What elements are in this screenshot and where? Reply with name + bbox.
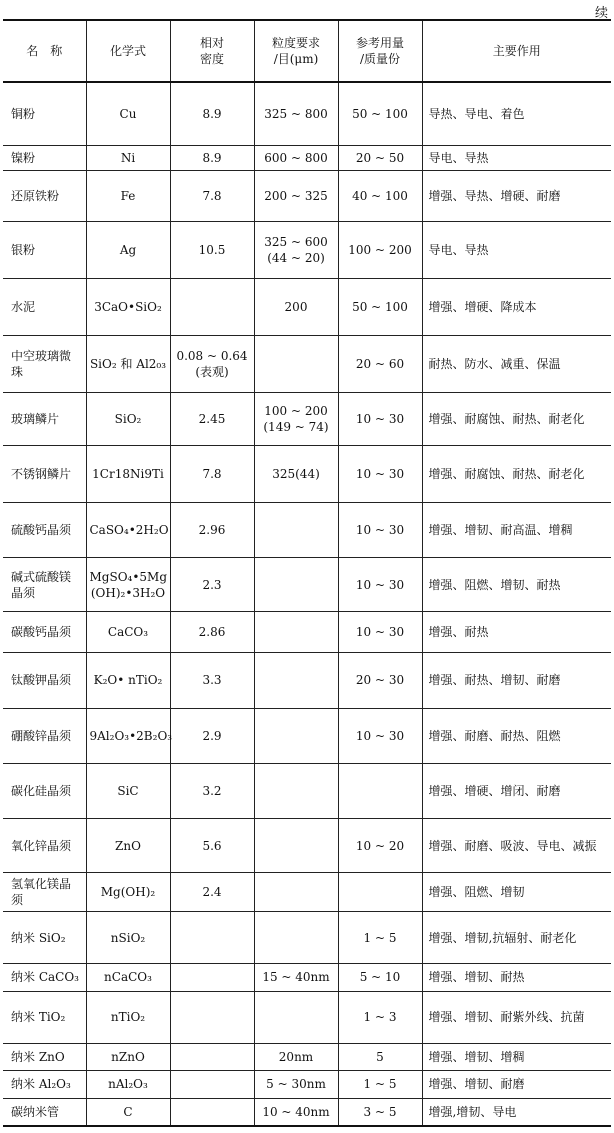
- cell-size: 325 ~ 600 (44 ~ 20): [254, 222, 338, 279]
- cell-size: [254, 991, 338, 1043]
- cell-formula: nZnO: [86, 1043, 170, 1071]
- cell-density: 2.3: [170, 557, 254, 611]
- filler-table: [3, 19, 611, 1127]
- table-row: [3, 991, 611, 1043]
- cell-dosage: 10 ~ 30: [338, 709, 422, 764]
- cell-function: 导电、导热: [422, 145, 611, 171]
- cell-function: 增强、导热、增硬、耐磨: [422, 171, 611, 222]
- table-row: [3, 502, 611, 557]
- cell-dosage: 10 ~ 20: [338, 819, 422, 873]
- cell-density: [170, 1071, 254, 1099]
- cell-size: [254, 912, 338, 964]
- cell-function: 增强、增韧、耐紫外线、抗菌: [422, 991, 611, 1043]
- cell-size: 20nm: [254, 1043, 338, 1071]
- continued-label: 续: [594, 6, 608, 21]
- cell-function: 增强、增韧、增稠: [422, 1043, 611, 1071]
- table-row: [3, 145, 611, 171]
- cell-size: [254, 612, 338, 653]
- table-row: [3, 819, 611, 873]
- cell-name: 中空玻璃微珠: [3, 335, 86, 392]
- table-row: [3, 964, 611, 992]
- cell-dosage: 3 ~ 5: [338, 1098, 422, 1126]
- cell-formula: Fe: [86, 171, 170, 222]
- table-row: [3, 652, 611, 708]
- table-row: [3, 1098, 611, 1126]
- cell-size: [254, 335, 338, 392]
- cell-density: 8.9: [170, 82, 254, 145]
- cell-name: 碱式硫酸镁晶须: [3, 557, 86, 611]
- table-row: [3, 279, 611, 335]
- cell-size: 200: [254, 279, 338, 335]
- cell-density: 3.2: [170, 764, 254, 819]
- cell-dosage: 1 ~ 3: [338, 991, 422, 1043]
- cell-density: [170, 964, 254, 992]
- cell-name: 硼酸锌晶须: [3, 709, 86, 764]
- cell-dosage: 10 ~ 30: [338, 392, 422, 445]
- cell-name: 碳酸钙晶须: [3, 612, 86, 653]
- cell-dosage: [338, 873, 422, 912]
- cell-formula: nAl₂O₃: [86, 1071, 170, 1099]
- cell-function: 增强、增硬、增闭、耐磨: [422, 764, 611, 819]
- cell-formula: CaCO₃: [86, 612, 170, 653]
- cell-name: 纳米 Al₂O₃: [3, 1071, 86, 1099]
- cell-formula: SiO₂ 和 Al2₀₃: [86, 335, 170, 392]
- cell-name: 还原铁粉: [3, 171, 86, 222]
- cell-density: 0.08 ~ 0.64 (表观): [170, 335, 254, 392]
- table-row: [3, 912, 611, 964]
- cell-name: 不锈钢鳞片: [3, 445, 86, 502]
- cell-name: 玻璃鳞片: [3, 392, 86, 445]
- cell-function: 增强、增韧、耐高温、增稠: [422, 502, 611, 557]
- cell-density: [170, 991, 254, 1043]
- cell-dosage: [338, 764, 422, 819]
- cell-density: 2.86: [170, 612, 254, 653]
- cell-formula: MgSO₄•5Mg (OH)₂•3H₂O: [86, 557, 170, 611]
- cell-dosage: 1 ~ 5: [338, 1071, 422, 1099]
- cell-name: 镍粉: [3, 145, 86, 171]
- table-row: [3, 709, 611, 764]
- cell-density: 5.6: [170, 819, 254, 873]
- table-row: [3, 222, 611, 279]
- cell-dosage: 10 ~ 30: [338, 557, 422, 611]
- cell-dosage: 10 ~ 30: [338, 612, 422, 653]
- header-dosage: 参考用量 /质量份: [338, 20, 422, 82]
- table-header-row: [3, 20, 611, 82]
- cell-formula: SiC: [86, 764, 170, 819]
- cell-function: 增强、增硬、降成本: [422, 279, 611, 335]
- cell-name: 氢氧化镁晶须: [3, 873, 86, 912]
- cell-function: 增强、耐腐蚀、耐热、耐老化: [422, 392, 611, 445]
- cell-density: 10.5: [170, 222, 254, 279]
- cell-dosage: 20 ~ 30: [338, 652, 422, 708]
- cell-function: 增强、耐磨、耐热、阻燃: [422, 709, 611, 764]
- cell-formula: nTiO₂: [86, 991, 170, 1043]
- cell-density: 2.4: [170, 873, 254, 912]
- cell-dosage: 10 ~ 30: [338, 445, 422, 502]
- cell-size: [254, 873, 338, 912]
- cell-name: 碳纳米管: [3, 1098, 86, 1126]
- cell-formula: 3CaO•SiO₂: [86, 279, 170, 335]
- cell-density: 2.9: [170, 709, 254, 764]
- cell-dosage: 20 ~ 60: [338, 335, 422, 392]
- cell-dosage: 20 ~ 50: [338, 145, 422, 171]
- cell-density: [170, 279, 254, 335]
- cell-function: 导电、导热: [422, 222, 611, 279]
- cell-name: 水泥: [3, 279, 86, 335]
- cell-name: 纳米 CaCO₃: [3, 964, 86, 992]
- header-formula: 化学式: [86, 20, 170, 82]
- cell-formula: 1Cr18Ni9Ti: [86, 445, 170, 502]
- cell-formula: ZnO: [86, 819, 170, 873]
- cell-function: 增强、耐磨、吸波、导电、减振: [422, 819, 611, 873]
- cell-function: 增强、耐热、增韧、耐磨: [422, 652, 611, 708]
- cell-density: [170, 912, 254, 964]
- table-row: [3, 764, 611, 819]
- cell-formula: K₂O• nTiO₂: [86, 652, 170, 708]
- cell-formula: Ni: [86, 145, 170, 171]
- cell-name: 纳米 ZnO: [3, 1043, 86, 1071]
- cell-size: 10 ~ 40nm: [254, 1098, 338, 1126]
- cell-size: 100 ~ 200 (149 ~ 74): [254, 392, 338, 445]
- cell-name: 碳化硅晶须: [3, 764, 86, 819]
- cell-size: [254, 819, 338, 873]
- cell-dosage: 1 ~ 5: [338, 912, 422, 964]
- cell-formula: Ag: [86, 222, 170, 279]
- table-row: [3, 82, 611, 145]
- cell-function: 增强、耐腐蚀、耐热、耐老化: [422, 445, 611, 502]
- cell-function: 增强、增韧、耐热: [422, 964, 611, 992]
- cell-name: 纳米 SiO₂: [3, 912, 86, 964]
- cell-formula: nCaCO₃: [86, 964, 170, 992]
- table-row: [3, 873, 611, 912]
- header-density: 相对 密度: [170, 20, 254, 82]
- cell-dosage: 50 ~ 100: [338, 82, 422, 145]
- cell-density: 2.45: [170, 392, 254, 445]
- cell-dosage: 100 ~ 200: [338, 222, 422, 279]
- table-row: [3, 171, 611, 222]
- cell-function: 增强、阻燃、增韧: [422, 873, 611, 912]
- cell-formula: Cu: [86, 82, 170, 145]
- table-row: [3, 335, 611, 392]
- cell-function: 增强、阻燃、增韧、耐热: [422, 557, 611, 611]
- cell-name: 铜粉: [3, 82, 86, 145]
- cell-size: [254, 764, 338, 819]
- cell-function: 增强、耐热: [422, 612, 611, 653]
- cell-formula: 9Al₂O₃•2B₂O₃: [86, 709, 170, 764]
- table-row: [3, 557, 611, 611]
- table-row: [3, 1071, 611, 1099]
- cell-formula: CaSO₄•2H₂O: [86, 502, 170, 557]
- cell-formula: nSiO₂: [86, 912, 170, 964]
- cell-dosage: 5 ~ 10: [338, 964, 422, 992]
- table-row: [3, 612, 611, 653]
- cell-density: 8.9: [170, 145, 254, 171]
- cell-size: 325(44): [254, 445, 338, 502]
- cell-dosage: 50 ~ 100: [338, 279, 422, 335]
- cell-size: [254, 652, 338, 708]
- header-size: 粒度要求 /目(μm): [254, 20, 338, 82]
- table-row: [3, 1043, 611, 1071]
- table-row: [3, 392, 611, 445]
- cell-size: 200 ~ 325: [254, 171, 338, 222]
- cell-function: 导热、导电、着色: [422, 82, 611, 145]
- cell-density: [170, 1098, 254, 1126]
- cell-density: [170, 1043, 254, 1071]
- cell-size: 5 ~ 30nm: [254, 1071, 338, 1099]
- cell-density: 2.96: [170, 502, 254, 557]
- cell-size: [254, 709, 338, 764]
- cell-size: 325 ~ 800: [254, 82, 338, 145]
- cell-density: 3.3: [170, 652, 254, 708]
- cell-formula: C: [86, 1098, 170, 1126]
- cell-function: 增强,增韧、导电: [422, 1098, 611, 1126]
- header-name: 名 称: [3, 20, 86, 82]
- cell-function: 增强、增韧、耐磨: [422, 1071, 611, 1099]
- cell-density: 7.8: [170, 445, 254, 502]
- cell-dosage: 40 ~ 100: [338, 171, 422, 222]
- table-row: [3, 445, 611, 502]
- cell-name: 纳米 TiO₂: [3, 991, 86, 1043]
- header-function: 主要作用: [422, 20, 611, 82]
- cell-dosage: 10 ~ 30: [338, 502, 422, 557]
- cell-size: [254, 557, 338, 611]
- cell-size: [254, 502, 338, 557]
- cell-function: 增强、增韧,抗辐射、耐老化: [422, 912, 611, 964]
- cell-formula: SiO₂: [86, 392, 170, 445]
- cell-size: 600 ~ 800: [254, 145, 338, 171]
- cell-name: 硫酸钙晶须: [3, 502, 86, 557]
- cell-formula: Mg(OH)₂: [86, 873, 170, 912]
- cell-name: 银粉: [3, 222, 86, 279]
- cell-name: 钛酸钾晶须: [3, 652, 86, 708]
- cell-density: 7.8: [170, 171, 254, 222]
- cell-name: 氧化锌晶须: [3, 819, 86, 873]
- cell-dosage: 5: [338, 1043, 422, 1071]
- cell-size: 15 ~ 40nm: [254, 964, 338, 992]
- cell-function: 耐热、防水、减重、保温: [422, 335, 611, 392]
